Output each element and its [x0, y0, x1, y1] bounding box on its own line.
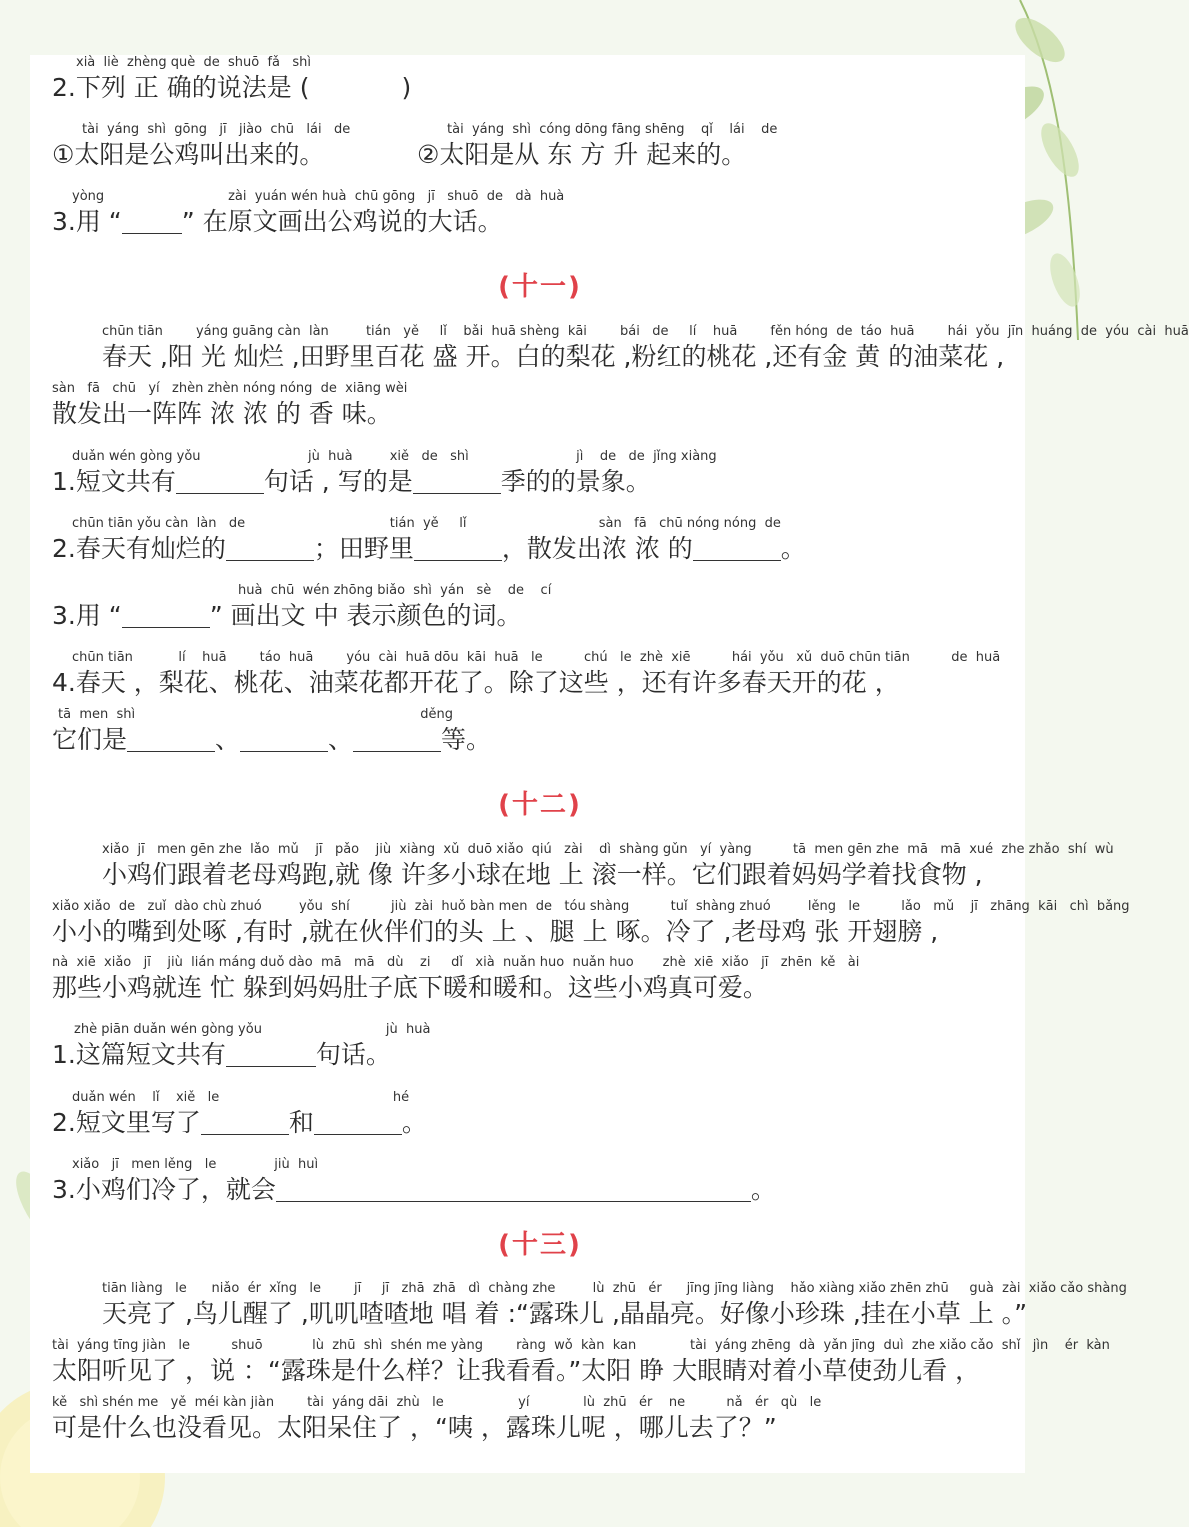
question-text: ) [401, 73, 412, 102]
question-2-prev [52, 55, 1040, 105]
passage-text: 散发出一阵阵 浓 浓 的 香 味。 [52, 399, 392, 428]
sec11-question-4-answer [52, 707, 1040, 757]
question-text: 。 [401, 1108, 427, 1137]
question-text: 季的的景象。 [500, 467, 651, 496]
pinyin: tā men shì děng [58, 707, 453, 722]
question-text: 3.用 “ [52, 207, 122, 236]
sec13-paragraph-line-3 [52, 1395, 1040, 1445]
answer-blank[interactable] [353, 725, 441, 752]
question-3-prev [52, 189, 1040, 239]
sec12-question-1 [52, 1022, 1040, 1072]
answer-blank[interactable] [201, 1108, 289, 1135]
sec13-paragraph-line-2 [52, 1338, 1110, 1388]
question-text: 3.小鸡们冷了，就会 [52, 1175, 276, 1204]
answer-blank[interactable] [226, 1040, 316, 1067]
sec12-paragraph-line-2 [52, 899, 1130, 949]
question-text: ” 在原文画出公鸡说的大话。 [181, 207, 503, 236]
answer-blank[interactable] [693, 534, 781, 561]
passage-text: 可是什么也没看见。太阳呆住了 ，“咦 ，露珠儿呢 ，哪儿去了？” [52, 1413, 777, 1442]
question-text: 。 [750, 1175, 776, 1204]
pinyin: tài yáng shì cóng dōng fāng shēng qǐ lái de [447, 122, 778, 137]
passage-text: 那些小鸡就连 忙 躲到妈妈肚子底下暖和暖和。这些小鸡真可爱。 [52, 973, 768, 1002]
pinyin: chūn tiān yǒu càn làn de tián yě lǐ sàn fā chū nóng nóng de [72, 516, 781, 531]
question-text: 2.下列 正 确的说法是 ( [52, 73, 310, 102]
passage-text: 小小的嘴到处啄 ,有时 ,就在伙伴们的头 上 、腿 上 啄。冷了 ,老母鸡 张 开翅膀 , [52, 917, 939, 946]
pinyin: yòng zài yuán wén huà chū gōng jī shuō de dà huà [72, 189, 565, 204]
passage-text: 太阳听见了 ，说 ：“露珠是什么样？让我看看。”太阳 睁 大眼睛对着小草使劲儿看 ， [52, 1356, 981, 1385]
sec11-question-3 [52, 583, 1040, 633]
question-text: ，散发出浓 浓 的 [501, 534, 693, 563]
sec12-paragraph-line-1 [52, 842, 1114, 892]
answer-blank[interactable] [127, 725, 215, 752]
question-text: ；田野里 [313, 534, 414, 563]
option-a: ①太阳是公鸡叫出来的。 [52, 140, 325, 169]
passage-text: 小鸡们跟着老母鸡跑,就 像 许多小球在地 上 滚一样。它们跟着妈妈学着找食物 , [102, 860, 983, 889]
sec12-paragraph-line-3 [52, 955, 1040, 1005]
pinyin: zhè piān duǎn wén gòng yǒu jù huà [74, 1022, 431, 1037]
sec11-question-1 [52, 449, 1040, 499]
pinyin: xià liè zhèng què de shuō fǎ shì [76, 55, 312, 70]
question-text: 等。 [441, 725, 492, 754]
section-11-title: (十一) [498, 272, 582, 302]
pinyin: huà chū wén zhōng biǎo shì yán sè de cí [238, 583, 552, 598]
pinyin: xiǎo xiǎo de zuǐ dào chù zhuó yǒu shí jiù zài huǒ bàn men de tóu shàng tuǐ shàng zhuó lěng le lǎo mǔ jī zhāng kāi chì bǎng [52, 899, 1130, 914]
answer-blank[interactable] [122, 207, 182, 234]
section-13-title: (十三) [498, 1230, 582, 1260]
answer-blank[interactable] [413, 467, 501, 494]
pinyin: tài yáng shì gōng jī jiào chū lái de [82, 122, 351, 137]
pinyin: xiǎo jī men gēn zhe lǎo mǔ jī pǎo jiù xiàng xǔ duō xiǎo qiú zài dì shàng gǔn yí yàng tā men gēn zhe mā mā xué zhe zhǎo shí wù [102, 842, 1114, 857]
section-12-title: (十二) [498, 790, 582, 820]
question-text: 句话。 [315, 1040, 391, 1069]
pinyin: sàn fā chū yí zhèn zhèn nóng nóng de xiāng wèi [52, 381, 408, 396]
sec11-paragraph-line-1 [52, 324, 1189, 374]
question-text: 2.春天有灿烂的 [52, 534, 226, 563]
pinyin: nà xiē xiǎo jī jiù lián máng duǒ dào mā mā dù zi dǐ xià nuǎn huo nuǎn huo zhè xiē xiǎo jī zhēn kě ài [52, 955, 860, 970]
sec12-question-3 [52, 1157, 1040, 1207]
answer-blank[interactable] [226, 534, 314, 561]
question-text: 2.短文里写了 [52, 1108, 201, 1137]
pinyin: chūn tiān lí huā táo huā yóu cài huā dōu kāi huā le chú le zhè xiē hái yǒu xǔ duō chūn tiān de huā [72, 650, 1001, 665]
pinyin: chūn tiān yáng guāng càn làn tián yě lǐ bǎi huā shèng kāi bái de lí huā fěn hóng de táo huā hái yǒu jīn huáng de yóu cài huā [102, 324, 1189, 339]
question-text: 它们是 [52, 725, 128, 754]
sec13-paragraph-line-1 [52, 1281, 1127, 1331]
sec12-question-2 [52, 1090, 1040, 1140]
pinyin: duǎn wén gòng yǒu jù huà xiě de shì jì de de jǐng xiàng [72, 449, 717, 464]
answer-blank[interactable] [122, 601, 210, 628]
sec11-question-4 [52, 650, 1040, 700]
answer-blank[interactable] [176, 467, 264, 494]
question-text: 。 [780, 534, 806, 563]
answer-blank[interactable] [240, 725, 328, 752]
question-text: 3.用 “ [52, 601, 122, 630]
question-text: 句话 , 写的是 [263, 467, 413, 496]
question-text: 和 [288, 1108, 314, 1137]
pinyin: tiān liàng le niǎo ér xǐng le jī jī zhā zhā dì chàng zhe lù zhū ér jīng jīng liàng hǎo xiàng xiǎo zhēn zhū guà zài xiǎo cǎo shàng [102, 1281, 1127, 1296]
question-text: 1.短文共有 [52, 467, 176, 496]
sec11-question-2 [52, 516, 1040, 566]
answer-blank[interactable] [314, 1108, 402, 1135]
pinyin: kě shì shén me yě méi kàn jiàn tài yáng dāi zhù le yí lù zhū ér ne nǎ ér qù le [52, 1395, 822, 1410]
option-b: ②太阳是从 东 方 升 起来的。 [417, 140, 747, 169]
answer-blank[interactable] [414, 534, 502, 561]
separator: 、 [215, 725, 241, 754]
answer-blank[interactable] [276, 1175, 751, 1202]
passage-text: 春天 ,阳 光 灿烂 ,田野里百花 盛 开。白的梨花 ,粉红的桃花 ,还有金 黄 的油菜花 , [102, 342, 1005, 371]
question-text: 1.这篇短文共有 [52, 1040, 226, 1069]
question-text: 4.春天 ，梨花、桃花、油菜花都开花了。除了这些 ，还有许多春天开的花 ， [52, 668, 900, 697]
passage-text: 天亮了 ,鸟儿醒了 ,叽叽喳喳地 唱 着 :“露珠儿 ,晶晶亮。好像小珍珠 ,挂在小草 上 。” [102, 1299, 1028, 1328]
pinyin: tài yáng tīng jiàn le shuō lù zhū shì shén me yàng ràng wǒ kàn kan tài yáng zhēng dà yǎn jīng duì zhe xiǎo cǎo shǐ jìn ér kàn [52, 1338, 1110, 1353]
question-text: ” 画出文 中 表示颜色的词。 [209, 601, 522, 630]
pinyin: duǎn wén lǐ xiě le hé [72, 1090, 410, 1105]
separator: 、 [328, 725, 354, 754]
sec11-paragraph-line-2 [52, 381, 1040, 431]
pinyin: xiǎo jī men lěng le jiù huì [72, 1157, 319, 1172]
